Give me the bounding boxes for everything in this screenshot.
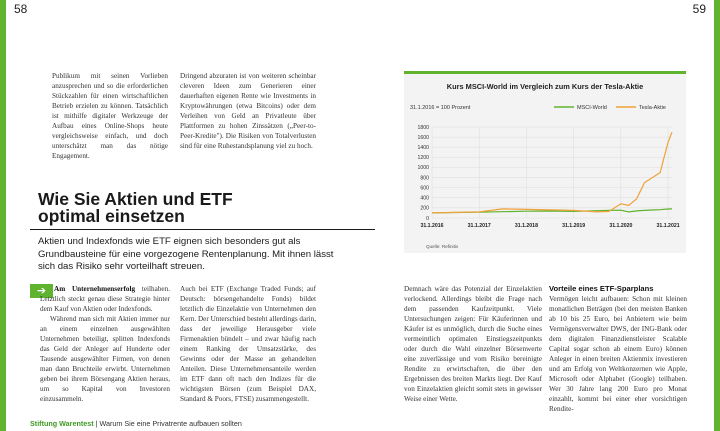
chart-title: Kurs MSCI-World im Vergleich zum Kurs der Tesla-Aktie <box>446 82 644 91</box>
paragraph: Demnach wäre das Potenzial der Einzelaktien verlockend. Allerdings bleibt die Frage nach dem passenden Kaufzeitpunkt. Viele Untersuchungen zeigen: Für Käuferinnen und Käufer ist es unmöglich, durch die Suche eines vermeintlich optimalen Einstiegszeitpunkts oder durch die Wahl einzelner Börsenwerte eine zuverlässige und vom Risiko bereinigte Rendite zu erwirtschaften, die über den Ergebnissen des breiten Markts liegt. Der Kauf von Einzelaktien gleicht somit stets in gewisser Weise einer Wette. <box>404 285 542 403</box>
chart-panel <box>404 71 686 253</box>
paragraph: Publikum mit seinen Vorlieben anzusprechen und so die erforderlichen Stückzahlen für einen wirtschaftlichen Betrieb erzielen zu können. Tatsächlich ist mithilfe digitaler Werkzeuge der Aufbau eines Online-Shops heute vergleichsweise einfach, und doch unterschätzt man das nötige Engagement. <box>52 72 168 160</box>
chart-grid <box>432 127 672 218</box>
column-1 <box>52 71 168 161</box>
paragraph <box>40 284 170 314</box>
y-tick-label: 800 <box>420 175 429 182</box>
y-tick-label: 1600 <box>417 134 429 141</box>
arrow-right-icon: ➔ <box>30 284 53 298</box>
y-tick-label: 1800 <box>417 124 429 131</box>
right-edge-strip <box>714 0 720 431</box>
legend-label-msci: MSCI-World <box>577 105 607 111</box>
footer-separator: | <box>95 419 98 428</box>
paragraph: Auch bei ETF (Exchange Traded Funds; auf Deutsch: börsengehandelte Fonds) bildet letztlich die Einzelaktie von Unternehmen den Kern. Der Unterschied besteht allerdings darin, dass der jeweilige Herausgeber viele Firmenaktien bündelt – und zwar häufig nach einem Ranking der Umsatzstärke, des Gewinns oder der Masse an gehandelten Anteilen. Diese Unternehmensanteile werden im ETF dann oft nach den Indizes für die wichtigsten Börsen (zum Beispiel DAX, Standard & Poors, FTSE) zusammengestellt. <box>180 285 316 403</box>
x-axis-ticks <box>420 223 679 229</box>
x-tick-label: 31.1.2016 <box>420 223 444 229</box>
page-number-left: 58 <box>14 2 28 16</box>
headline-rule <box>30 229 375 230</box>
chart-subtitle: 31.1.2016 = 100 Prozent <box>410 105 471 111</box>
column-5 <box>404 284 542 404</box>
legend-label-tesla: Tesla-Aktie <box>639 105 666 111</box>
x-tick-label: 31.1.2017 <box>467 223 491 229</box>
column-2 <box>180 71 316 151</box>
chart-series <box>432 132 672 213</box>
section-headline <box>38 191 368 225</box>
y-tick-label: 1400 <box>417 145 429 152</box>
paragraph: Dringend abzuraten ist von weiteren scheinbar cleveren Ideen zum Generieren einer dauerhaften eigenen Rente wie Investments in Kryptowährungen (etwa Bitcoins) oder dem Verleihen von Geld an Privatleute über Plattformen zu hohen Zinssätzen („Peer-to-Peer-Kredite"). Die Risiken von Totalverlusten sind für eine Ruhestandsplanung viel zu hoch. <box>180 72 316 150</box>
page-number-right: 59 <box>692 2 706 16</box>
footer-brand: Stiftung Warentest <box>30 419 94 428</box>
lead-paragraph: Aktien und Indexfonds wie ETF eignen sich besonders gut als Grundbausteine für eine vorgezogene Rentenplanung. Mit ihnen lässt sich das Risiko sehr vorteilhaft streuen. <box>38 236 334 272</box>
column-6 <box>549 284 687 414</box>
x-tick-label: 31.1.2018 <box>514 223 538 229</box>
y-tick-label: 1200 <box>417 155 429 162</box>
y-tick-label: 600 <box>420 185 429 192</box>
footer-text: Warum Sie eine Privatrente aufbauen sollten <box>99 419 242 428</box>
run-in-heading: Am Unternehmenserfolg <box>54 285 136 293</box>
headline-line-2: optimal einsetzen <box>38 206 185 226</box>
x-tick-label: 31.1.2021 <box>656 223 680 229</box>
chart-source: Quelle: Refinitiv <box>426 244 459 249</box>
x-tick-label: 31.1.2020 <box>609 223 633 229</box>
run-in-text: teilhaben. Letztlich steckt genau diese Strategie hinter dem Kauf von Aktien oder Indexfonds. <box>40 285 170 313</box>
y-tick-label: 1000 <box>417 165 429 172</box>
column-4 <box>180 284 316 404</box>
column-3 <box>40 284 170 404</box>
page-footer <box>30 419 242 428</box>
left-edge-strip <box>0 0 6 431</box>
sidebar-heading: Vorteile eines ETF-Sparplans <box>549 284 654 293</box>
paragraph: Während man sich mit Aktien immer nur an einem einzelnen ausgewählten Unternehmen beteiligt, splitten Indexfonds das Geld der Anleger auf Hunderte oder Tausende ausgewählter Firmen, von denen man dann Bruchteile erwirbt. Unternehmen geben bei ihrem Börsengang Aktien heraus, um so Kapital von Investoren einzusammeln. <box>40 315 170 403</box>
x-tick-label: 31.1.2019 <box>562 223 586 229</box>
y-tick-label: 0 <box>426 215 429 222</box>
headline-line-1: Wie Sie Aktien und ETF <box>38 189 233 209</box>
series-line-tesla <box>432 132 672 213</box>
chart-svg <box>404 71 686 253</box>
y-tick-label: 200 <box>420 205 429 212</box>
y-tick-label: 400 <box>420 195 429 202</box>
paragraph: Vermögen leicht aufbauen: Schon mit kleinen monatlichen Beträgen (bei den meisten Banken ab 10 bis 25 Euro, bei Anbietern wie beim Vermögensverwalter DWS, der ING-Bank oder dem digitalen Finanzdienstleister Scalable Capital sogar schon ab einem Euro) können Anleger in einen breiten Aktienmix investieren und am Erfolg von Weltkonzernen wie Apple, Microsoft oder Alphabet (Google) teilhaben. Wer 30 Jahre lang 200 Euro pro Monat einzahlt, kommt bei einer eher vorsichtigen Rendite- <box>549 295 687 413</box>
y-axis-ticks <box>417 125 429 222</box>
